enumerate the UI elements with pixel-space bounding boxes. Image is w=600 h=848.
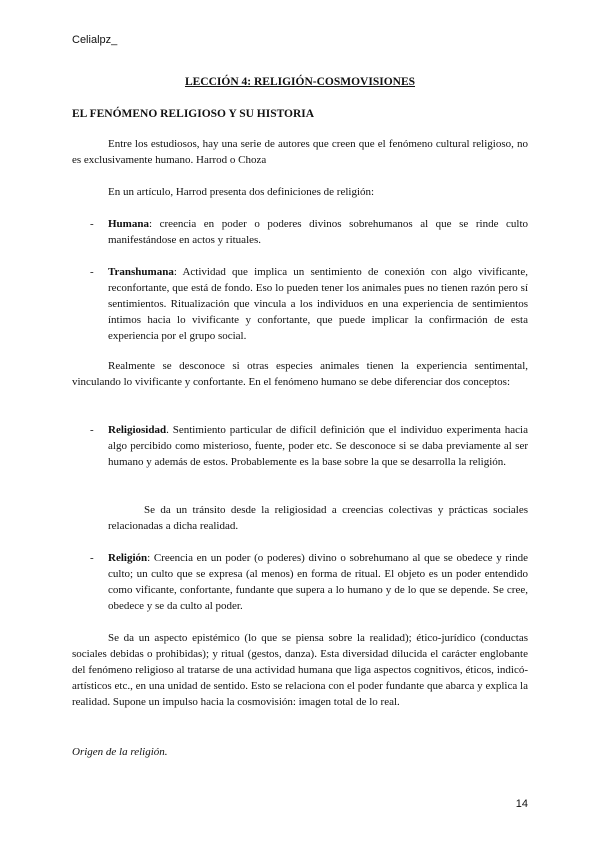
bullet-religiosidad: [72, 422, 528, 470]
term-transhumana: Transhumana: [108, 266, 174, 278]
definition-humana: : creencia en poder o poderes divinos sobrehumanos al que se rinde culto manifestándose en actos y rituales.: [108, 218, 528, 246]
author-header: Celialpz_: [72, 34, 118, 46]
page-number: 14: [515, 798, 528, 810]
lesson-title: LECCIÓN 4: RELIGIÓN-COSMOVISIONES: [184, 76, 416, 88]
paragraph-concepts: Realmente se desconoce si otras especies animales tienen la experiencia sentimental, vinculando lo vivificante y confortante. En el fenómeno humano se debe diferenciar dos conceptos:: [72, 360, 528, 388]
definition-religion: : Creencia en un poder (o poderes) divino o sobrehumano al que se obedece y rinde culto; un culto que se expresa (al menos) en forma de ritual. El objeto es un poder entendido como vificante, confortante, fundante que supera a lo humano y de lo que se depende. Se cree, obedece y se da culto al poder.: [108, 552, 528, 612]
paragraph-definitions: En un artículo, Harrod presenta dos definiciones de religión:: [108, 186, 375, 198]
section-heading: EL FENÓMENO RELIGIOSO Y SU HISTORIA: [72, 108, 315, 120]
paragraph-intro: Entre los estudiosos, hay una serie de autores que creen que el fenómeno cultural religioso, no es exclusivamente humano. Harrod o Choza: [72, 138, 528, 166]
origin-heading: Origen de la religión.: [72, 746, 168, 758]
definition-transhumana: : Actividad que implica un sentimiento de conexión con algo vivificante, reconfortante, que está de fondo. Eso lo pueden tener los animales pues no tienen razón pero sí sentimientos. Ritualización que vincula a los individuos en una experiencia de sentimientos íntimos hacia lo vivificante y confortante, que puede implicar la confirmación de esta experiencia por el grupo social.: [108, 266, 528, 342]
bullet-humana: [72, 216, 528, 248]
paragraph-aspects: Se da un aspecto epistémico (lo que se piensa sobre la realidad); ético-jurídico (conductas sociales debidas o prohibidas); y ritual (gestos, danza). Esta diversidad dilucida el carácter englobante del fenómeno religioso al tratarse de una actividad humana que liga aspectos cognitivos, éticos, indicó-artísticos etc., en una unidad de sentido. Esto se relaciona con el poder fundante que abarca y explica la realidad. Supone un impulso hacia la cosmovisión: imagen total de lo real.: [72, 632, 528, 708]
bullet-transhumana: [72, 264, 528, 344]
bullet-religion: [72, 550, 528, 614]
term-religion: Religión: [108, 552, 148, 564]
bullet-dash: -: [90, 266, 94, 278]
bullet-dash: -: [90, 552, 94, 564]
paragraph-transit: Se da un tránsito desde la religiosidad a creencias colectivas y prácticas sociales relacionadas a dicha realidad.: [108, 504, 528, 532]
bullet-dash: -: [90, 424, 94, 436]
bullet-dash: -: [90, 218, 94, 230]
definition-religiosidad: . Sentimiento particular de difícil definición que el individuo experimenta hacia algo percibido como misterioso, fuente, poder etc. Se desconoce si se daba previamente al ser humano y además de estos. Probablemente es la base sobre la que se desarrolla la religión.: [108, 424, 528, 468]
term-humana: Humana: [108, 218, 149, 230]
term-religiosidad: Religiosidad: [108, 424, 167, 436]
